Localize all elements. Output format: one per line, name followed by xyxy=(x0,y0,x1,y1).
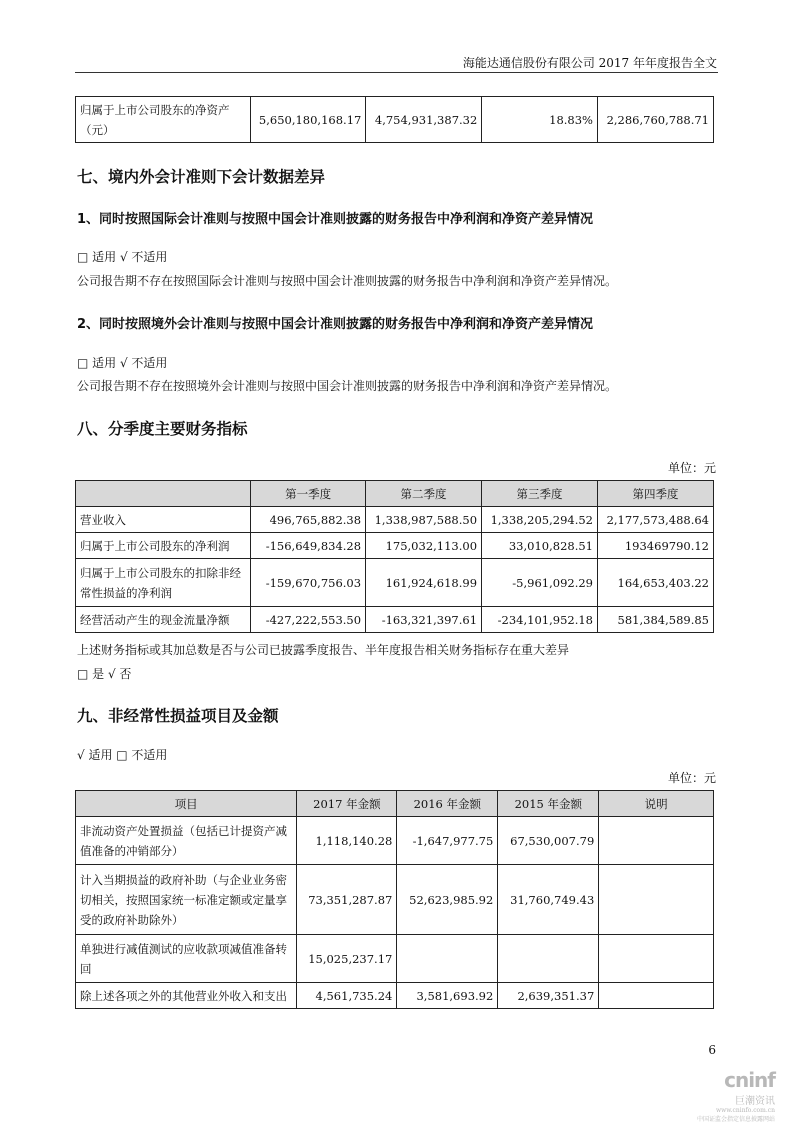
cell-value: -5,961,092.29 xyxy=(482,559,598,607)
cell-note xyxy=(599,935,714,983)
row-label: 单独进行减值测试的应收款项减值准备转回 xyxy=(76,935,297,983)
cell-value: -163,321,397.61 xyxy=(366,607,482,633)
cell-value: 193469790.12 xyxy=(598,533,714,559)
cell-value: -234,101,952.18 xyxy=(482,607,598,633)
table-header-row xyxy=(76,791,714,817)
column-header: 第一季度 xyxy=(251,481,366,507)
section-7-2-choice: □ 适用 √ 不适用 xyxy=(77,356,168,370)
section-8-note: 上述财务指标或其加总数是否与公司已披露季度报告、半年度报告相关财务指标存在重大差异 xyxy=(77,643,570,657)
cell-value: 15,025,237.17 xyxy=(297,935,397,983)
cell-note xyxy=(599,817,714,865)
cell-value xyxy=(397,935,498,983)
net-assets-table xyxy=(75,96,714,143)
cell-value: -156,649,834.28 xyxy=(251,533,366,559)
column-header: 2017 年金额 xyxy=(297,791,397,817)
cell-value: 3,581,693.92 xyxy=(397,983,498,1009)
cell-value: 67,530,007.79 xyxy=(498,817,599,865)
row-label: 归属于上市公司股东的扣除非经常性损益的净利润 xyxy=(76,559,251,607)
cell-value: 164,653,403.22 xyxy=(598,559,714,607)
cell-value: 1,338,987,588.50 xyxy=(366,507,482,533)
cell-value: 2,286,760,788.71 xyxy=(597,97,713,143)
section-7-1-title: 1、同时按照国际会计准则与按照中国会计准则披露的财务报告中净利润和净资产差异情况 xyxy=(77,212,594,227)
column-header: 2015 年金额 xyxy=(498,791,599,817)
section-9-choice: √ 适用 □ 不适用 xyxy=(77,748,168,762)
cell-value: 33,010,828.51 xyxy=(482,533,598,559)
row-label: 非流动资产处置损益（包括已计提资产减值准备的冲销部分） xyxy=(76,817,297,865)
cell-value: 1,118,140.28 xyxy=(297,817,397,865)
section-9-unit: 单位：元 xyxy=(667,771,716,785)
column-header: 第四季度 xyxy=(598,481,714,507)
cell-value: 2,177,573,488.64 xyxy=(598,507,714,533)
cell-note xyxy=(599,983,714,1009)
section-8-choice: □ 是 √ 否 xyxy=(77,667,132,681)
cell-value: 18.83% xyxy=(482,97,598,143)
table-row xyxy=(76,865,714,935)
cell-value: -427,222,553.50 xyxy=(251,607,366,633)
row-label: 计入当期损益的政府补助（与企业业务密切相关，按照国家统一标准定额或定量享受的政府补助除外） xyxy=(76,865,297,935)
section-8-unit: 单位：元 xyxy=(667,461,716,475)
column-header xyxy=(76,481,251,507)
cell-value: 581,384,589.85 xyxy=(598,607,714,633)
section-7-2-title: 2、同时按照境外会计准则与按照中国会计准则披露的财务报告中净利润和净资产差异情况 xyxy=(77,317,594,332)
cell-value: 5,650,180,168.17 xyxy=(251,97,366,143)
column-header: 2016 年金额 xyxy=(397,791,498,817)
section-9-title: 九、非经常性损益项目及金额 xyxy=(77,707,279,725)
table-row xyxy=(76,935,714,983)
cell-value: 161,924,618.99 xyxy=(366,559,482,607)
row-label: 归属于上市公司股东的净资产（元） xyxy=(76,97,251,143)
table-row xyxy=(76,507,714,533)
non-recurring-items-table xyxy=(75,790,714,1009)
section-8-title: 八、分季度主要财务指标 xyxy=(77,420,248,438)
section-7-1-text: 公司报告期不存在按照国际会计准则与按照中国会计准则披露的财务报告中净利润和净资产差异情况。 xyxy=(77,274,618,288)
section-7-1-choice: □ 适用 √ 不适用 xyxy=(77,250,168,264)
row-label: 归属于上市公司股东的净利润 xyxy=(76,533,251,559)
table-row xyxy=(76,97,714,143)
column-header: 说明 xyxy=(599,791,714,817)
cell-value: -1,647,977.75 xyxy=(397,817,498,865)
cell-value: 4,754,931,387.32 xyxy=(366,97,482,143)
column-header: 项目 xyxy=(76,791,297,817)
row-label: 经营活动产生的现金流量净额 xyxy=(76,607,251,633)
table-row xyxy=(76,559,714,607)
logo-tagline: 中国证监会指定信息披露网站 xyxy=(696,1116,775,1123)
cell-value xyxy=(498,935,599,983)
row-label: 除上述各项之外的其他营业外收入和支出 xyxy=(76,983,297,1009)
cninfo-logo xyxy=(685,1068,775,1123)
column-header: 第二季度 xyxy=(366,481,482,507)
logo-chinese-name: 巨潮资讯 xyxy=(735,1096,775,1107)
document-header-title: 海能达通信股份有限公司 2017 年年度报告全文 xyxy=(462,56,717,70)
logo-url: www.cninfo.com.cn xyxy=(715,1107,775,1114)
section-7-2-text: 公司报告期不存在按照境外会计准则与按照中国会计准则披露的财务报告中净利润和净资产差异情况。 xyxy=(77,379,618,393)
table-row xyxy=(76,817,714,865)
cell-value: 175,032,113.00 xyxy=(366,533,482,559)
column-header: 第三季度 xyxy=(482,481,598,507)
quarterly-table xyxy=(75,480,714,633)
cell-value: 1,338,205,294.52 xyxy=(482,507,598,533)
cell-value: 31,760,749.43 xyxy=(498,865,599,935)
table-row xyxy=(76,983,714,1009)
table-row xyxy=(76,533,714,559)
page-number: 6 xyxy=(708,1043,716,1057)
row-label: 营业收入 xyxy=(76,507,251,533)
table-header-row xyxy=(76,481,714,507)
cell-value: 4,561,735.24 xyxy=(297,983,397,1009)
cell-value: 2,639,351.37 xyxy=(498,983,599,1009)
cell-value: 52,623,985.92 xyxy=(397,865,498,935)
logo-brand: cninf xyxy=(724,1068,775,1092)
section-7-title: 七、境内外会计准则下会计数据差异 xyxy=(77,168,326,186)
cell-value: 496,765,882.38 xyxy=(251,507,366,533)
cell-value: 73,351,287.87 xyxy=(297,865,397,935)
cell-value: -159,670,756.03 xyxy=(251,559,366,607)
table-row xyxy=(76,607,714,633)
header-divider xyxy=(75,72,718,73)
cell-note xyxy=(599,865,714,935)
